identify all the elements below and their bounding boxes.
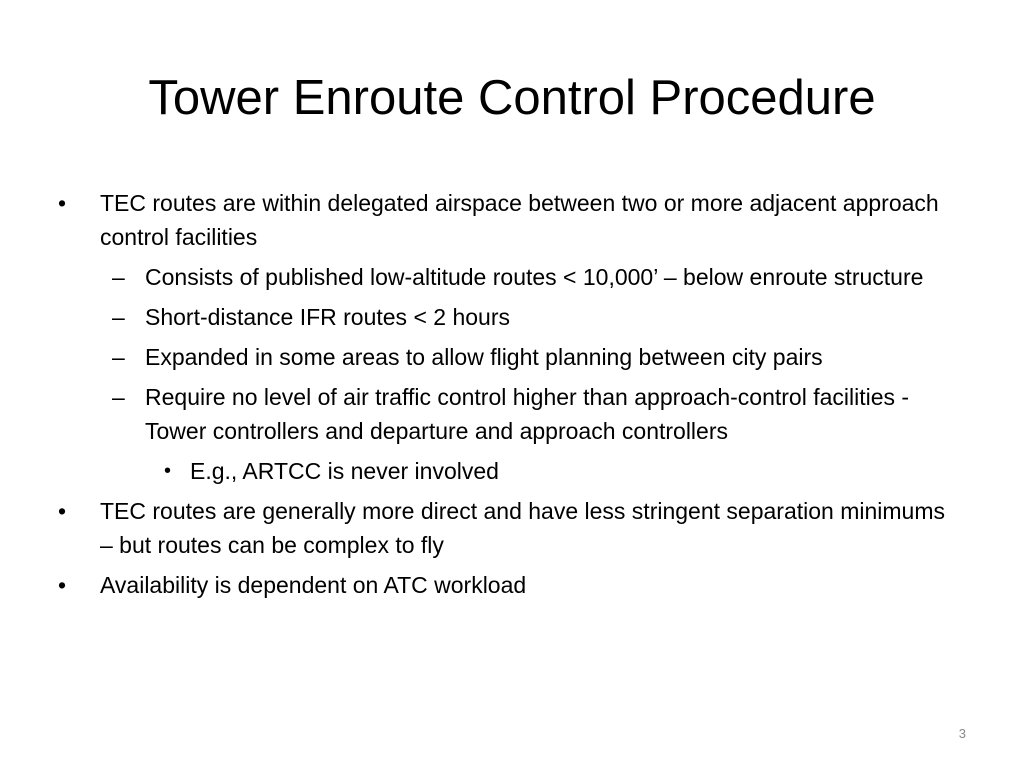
sub-bullet-item xyxy=(56,340,956,374)
sub-bullet-item xyxy=(56,380,956,448)
sub-sub-bullet-text: E.g., ARTCC is never involved xyxy=(190,458,499,484)
bullet-dot-icon: • xyxy=(58,498,67,524)
sub-bullet-text: Consists of published low-altitude routes < 10,000’ – below enroute structure xyxy=(145,264,924,290)
bullet-item xyxy=(56,568,956,602)
bullet-text: Availability is dependent on ATC workload xyxy=(100,572,527,598)
sub-bullet-item xyxy=(56,260,956,294)
bullet-dot-icon: • xyxy=(58,572,67,598)
dash-icon: – xyxy=(112,384,125,410)
bullet-dot-icon: • xyxy=(164,460,172,482)
bullet-text: TEC routes are within delegated airspace between two or more adjacent approach control facilities xyxy=(100,190,939,250)
bullet-item xyxy=(56,186,956,254)
sub-bullet-text: Expanded in some areas to allow flight planning between city pairs xyxy=(145,344,823,370)
dash-icon: – xyxy=(112,344,125,370)
dash-icon: – xyxy=(112,264,125,290)
sub-sub-bullet-item xyxy=(56,454,956,488)
sub-bullet-text: Require no level of air traffic control higher than approach-control facilities - Tower controllers and departure and approach controllers xyxy=(145,384,910,444)
bullet-item xyxy=(56,494,956,562)
dash-icon: – xyxy=(112,304,125,330)
bullet-list xyxy=(56,186,956,602)
bullet-dot-icon: • xyxy=(58,190,67,216)
page-number: 3 xyxy=(958,726,966,741)
sub-bullet-item xyxy=(56,300,956,334)
bullet-text: TEC routes are generally more direct and have less stringent separation minimums – but routes can be complex to fly xyxy=(100,498,945,558)
slide-title: Tower Enroute Control Procedure xyxy=(148,71,876,125)
sub-bullet-text: Short-distance IFR routes < 2 hours xyxy=(145,304,510,330)
